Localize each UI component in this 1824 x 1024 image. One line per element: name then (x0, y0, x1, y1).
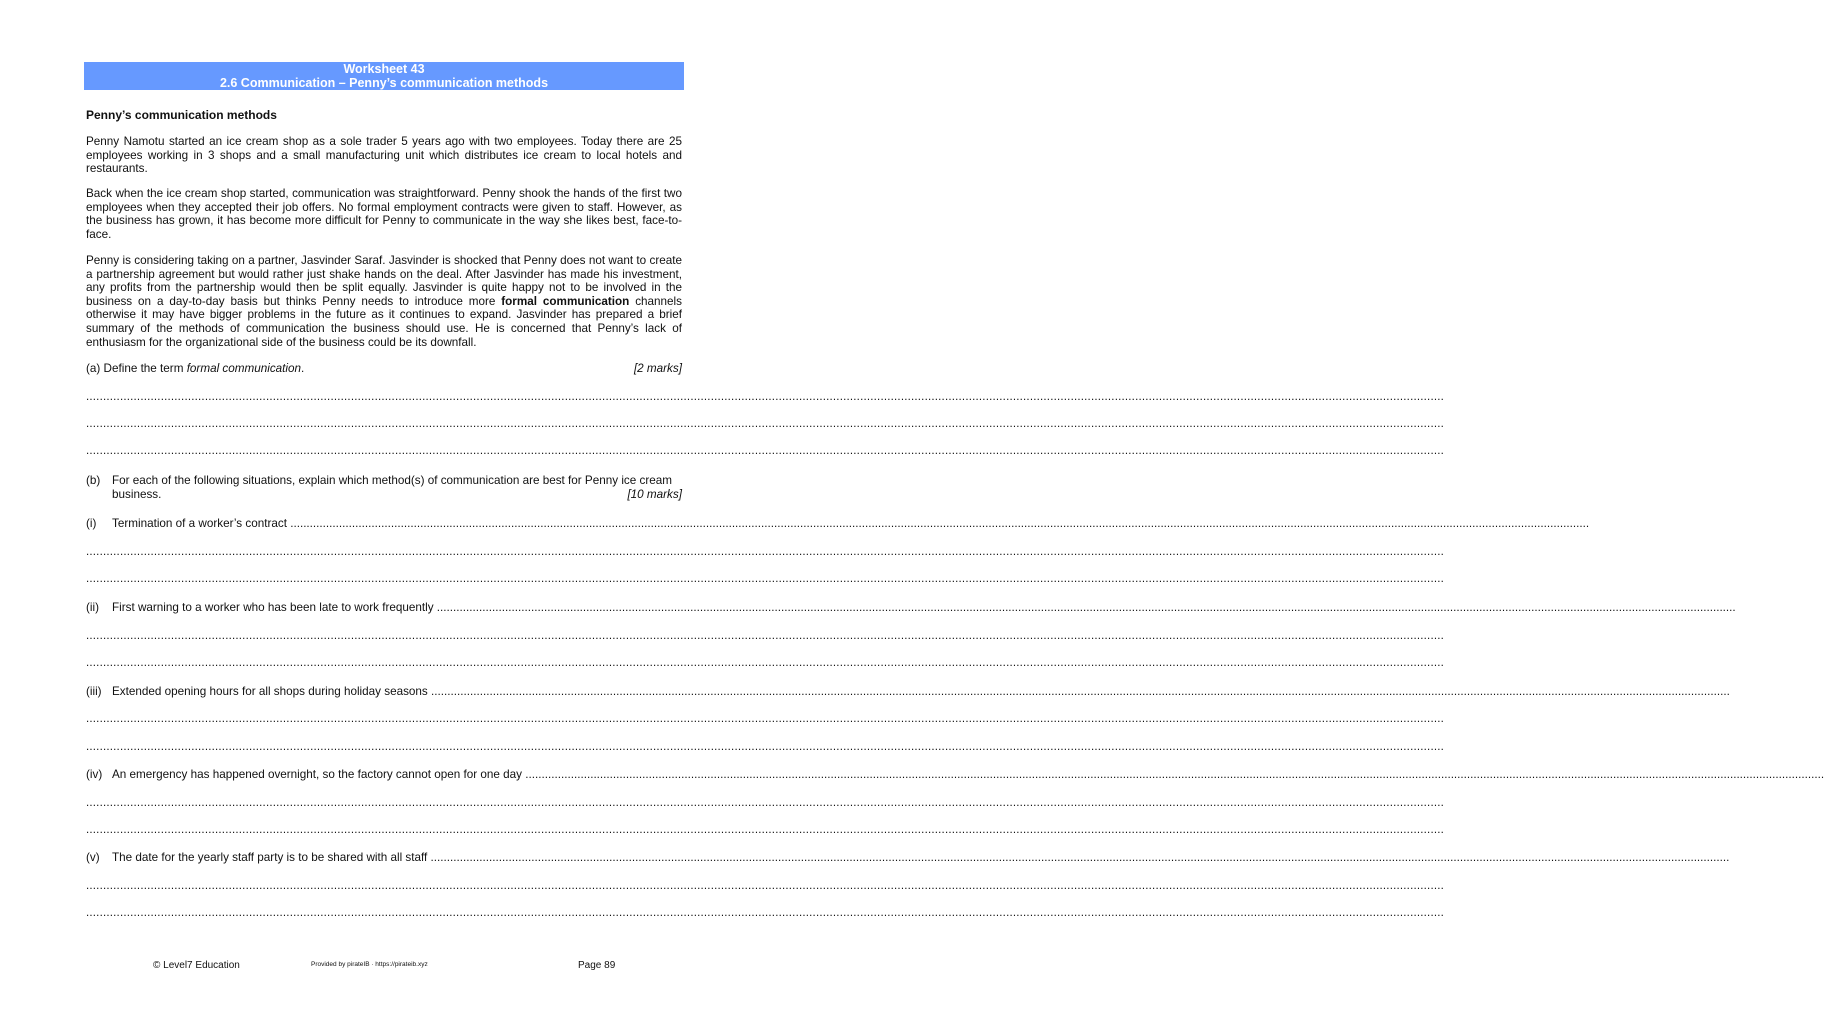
footer-copyright: © Level7 Education (153, 960, 240, 971)
footer-page-number: Page 89 (578, 960, 616, 971)
worksheet-number: Worksheet 43 (343, 62, 425, 76)
sub-question-number: (iii) (86, 685, 102, 698)
question-a-marks: [2 marks] (633, 362, 682, 375)
paragraph-partner-start: Penny is considering taking on a partner, Jasvinder Saraf. Jasvinder is shocked that Penny does not want to create a partnership agreement but would rather just shake hands on the deal. After Jasvinder has made his investment, any profits from the partnership would then be split equally. Jasvinder is quite happy not to be involved in the business on a day-to-day basis but thinks Penny needs to introduce more (86, 254, 682, 308)
answer-line[interactable]: ................................................................................................................................................................................................................................................................................................................................................................................................................ (86, 657, 1445, 669)
question-a-prefix: (a) Define the term (86, 362, 187, 375)
sub-question-text: Extended opening hours for all shops during holiday seasons (112, 685, 428, 698)
answer-line[interactable]: ................................................................................................................................................................................................................................................................................................................................................................................................................ (286, 517, 1590, 530)
sub-question-number: (ii) (86, 601, 99, 614)
answer-line[interactable]: ................................................................................................................................................................................................................................................................................................................................................................................................................ (86, 418, 1445, 430)
answer-line[interactable]: ................................................................................................................................................................................................................................................................................................................................................................................................................ (433, 601, 1736, 614)
sub-question-text: Termination of a worker’s contract (112, 517, 287, 530)
question-b-marks: [10 marks] (627, 487, 682, 501)
question-b-text: For each of the following situations, explain which method(s) of communication are best for Penny ice cream business. (112, 474, 672, 501)
answer-line[interactable]: ................................................................................................................................................................................................................................................................................................................................................................................................................ (86, 546, 1445, 558)
question-b (86, 474, 682, 501)
answer-line[interactable]: ................................................................................................................................................................................................................................................................................................................................................................................................................ (86, 713, 1445, 725)
answer-line[interactable]: ................................................................................................................................................................................................................................................................................................................................................................................................................ (86, 573, 1445, 585)
answer-line[interactable]: ................................................................................................................................................................................................................................................................................................................................................................................................................ (427, 685, 1730, 698)
sub-question-i (86, 517, 1590, 531)
sub-question-text: The date for the yearly staff party is to be shared with all staff (112, 851, 428, 864)
sub-question-ii (86, 601, 1736, 615)
sub-question-iii (86, 685, 1730, 699)
sub-question-number: (i) (86, 517, 97, 530)
footer-provided-by: Provided by pirateIB · https://pirateib.xyz (311, 961, 428, 968)
worksheet-banner (84, 62, 684, 90)
question-a-term: formal communication (186, 362, 302, 375)
answer-line[interactable]: ................................................................................................................................................................................................................................................................................................................................................................................................................ (86, 445, 1445, 457)
section-heading: Penny’s communication methods (86, 108, 277, 122)
answer-line[interactable]: ................................................................................................................................................................................................................................................................................................................................................................................................................ (86, 880, 1445, 892)
sub-question-text: An emergency has happened overnight, so the factory cannot open for one day (112, 768, 522, 781)
answer-line[interactable]: ................................................................................................................................................................................................................................................................................................................................................................................................................ (86, 741, 1445, 753)
sub-question-number: (iv) (86, 768, 103, 781)
answer-line[interactable]: ................................................................................................................................................................................................................................................................................................................................................................................................................ (427, 851, 1730, 864)
answer-line[interactable]: ................................................................................................................................................................................................................................................................................................................................................................................................................ (86, 630, 1445, 642)
question-a-suffix: . (301, 362, 305, 375)
paragraph-partner (86, 254, 682, 349)
paragraph-background: Back when the ice cream shop started, communication was straightforward. Penny shook the hands of the first two employees when they accepted their job offers. No formal employment contracts were given to staff. However, as the business has grown, it has become more difficult for Penny to communicate in the way she likes best, face-to-face. (86, 187, 682, 241)
sub-question-number: (v) (86, 851, 100, 864)
answer-line[interactable]: ................................................................................................................................................................................................................................................................................................................................................................................................................ (522, 768, 1824, 781)
paragraph-intro: Penny Namotu started an ice cream shop as a sole trader 5 years ago with two employees. Today there are 25 employees working in 3 shops and a small manufacturing unit which distributes ice cream to local hotels and restaurants. (86, 135, 682, 176)
answer-line[interactable]: ................................................................................................................................................................................................................................................................................................................................................................................................................ (86, 824, 1445, 836)
worksheet-topic: 2.6 Communication – Penny’s communication methods (219, 76, 549, 90)
formal-communication-term: formal communication (501, 294, 630, 308)
question-a (86, 362, 682, 376)
sub-question-v (86, 851, 1730, 865)
sub-question-text: First warning to a worker who has been late to work frequently (112, 601, 434, 614)
answer-line[interactable]: ................................................................................................................................................................................................................................................................................................................................................................................................................ (86, 797, 1445, 809)
answer-line[interactable]: ................................................................................................................................................................................................................................................................................................................................................................................................................ (86, 907, 1445, 919)
answer-line[interactable]: ................................................................................................................................................................................................................................................................................................................................................................................................................ (86, 391, 1445, 403)
question-b-number: (b) (86, 474, 101, 487)
sub-question-iv (86, 768, 1824, 782)
paragraph-partner-end: channels otherwise it may have bigger problems in the future as it continues to expand. Jasvinder has prepared a brief summary of the methods of communication the business should use. He is concerned that Penny’s lack of enthusiasm for the organizational side of the business could be its downfall. (86, 294, 682, 349)
